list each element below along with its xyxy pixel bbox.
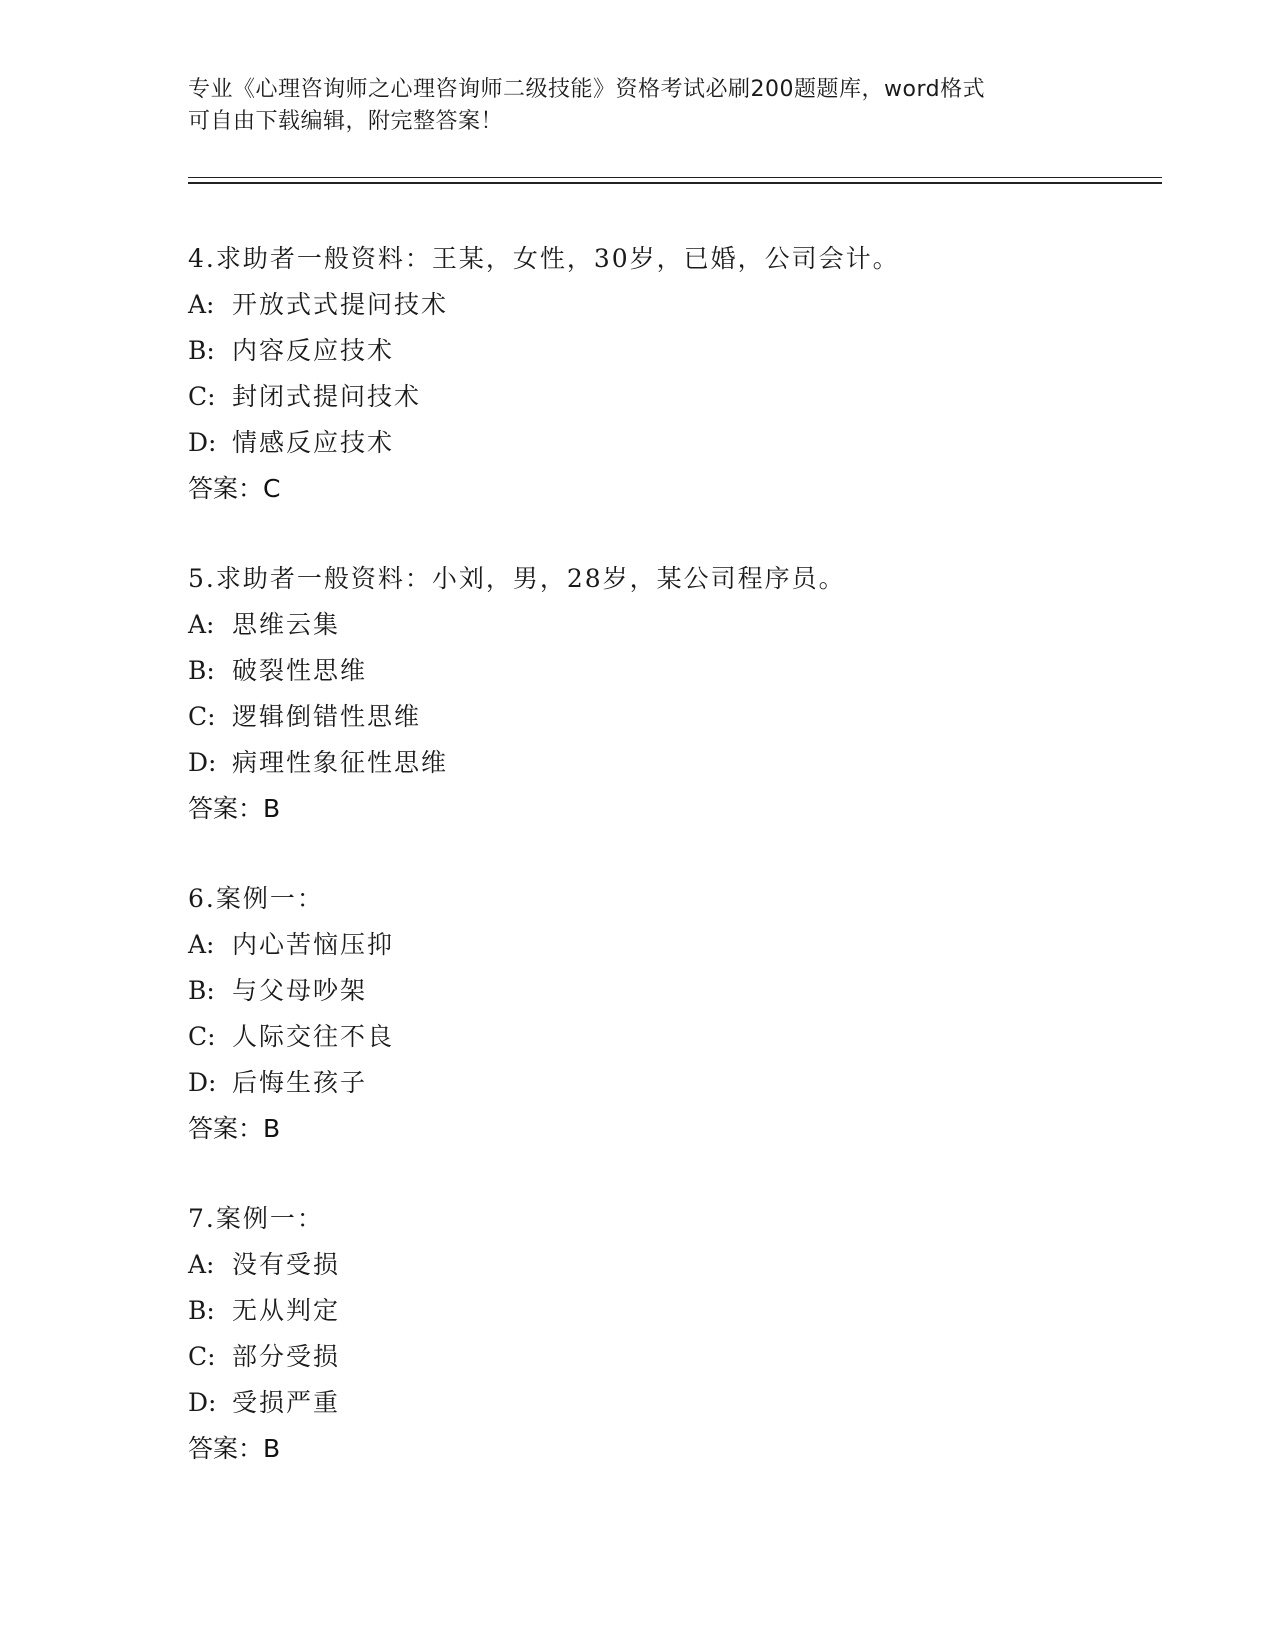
question-7: [188, 1196, 1168, 1472]
option-key: A:: [188, 930, 215, 959]
option-c: [188, 1334, 1168, 1380]
option-c: [188, 374, 1168, 420]
option-key: D:: [188, 748, 217, 777]
answer-line: [188, 466, 1168, 512]
option-key: C:: [188, 382, 216, 411]
question-4: [188, 236, 1168, 512]
option-a: [188, 1242, 1168, 1288]
option-text: 思维云集: [232, 610, 341, 639]
option-c: [188, 1014, 1168, 1060]
answer-label: 答案：: [188, 794, 264, 823]
option-key: B:: [188, 336, 215, 365]
answer-value: B: [263, 1114, 281, 1143]
option-b: [188, 648, 1168, 694]
header-line-2: 可自由下载编辑，附完整答案！: [188, 109, 504, 134]
option-key: B:: [188, 976, 215, 1005]
answer-label: 答案：: [188, 1434, 264, 1463]
option-key: C:: [188, 702, 216, 731]
answer-line: [188, 1426, 1168, 1472]
option-text: 部分受损: [232, 1342, 341, 1371]
option-text: 没有受损: [232, 1250, 341, 1279]
answer-value: C: [263, 474, 281, 503]
question-list: [188, 236, 1168, 1516]
option-key: B:: [188, 1296, 215, 1325]
option-key: C:: [188, 1342, 216, 1371]
option-b: [188, 1288, 1168, 1334]
option-d: [188, 1380, 1168, 1426]
option-text: 后悔生孩子: [232, 1068, 368, 1097]
option-text: 病理性象征性思维: [232, 748, 449, 777]
question-title: 4.求助者一般资料：王某，女性，30岁，已婚，公司会计。: [188, 244, 900, 273]
question-6: [188, 876, 1168, 1152]
answer-value: B: [263, 1434, 281, 1463]
answer-value: B: [263, 794, 281, 823]
document-header: [188, 74, 1088, 138]
option-d: [188, 740, 1168, 786]
option-a: [188, 282, 1168, 328]
question-title: 6.案例一：: [188, 884, 324, 913]
option-key: C:: [188, 1022, 216, 1051]
header-divider-thick: [188, 182, 1162, 184]
answer-line: [188, 786, 1168, 832]
option-text: 受损严重: [232, 1388, 341, 1417]
option-d: [188, 420, 1168, 466]
option-text: 情感反应技术: [232, 428, 395, 457]
option-text: 破裂性思维: [232, 656, 368, 685]
answer-label: 答案：: [188, 1114, 264, 1143]
question-title: 5.求助者一般资料：小刘，男，28岁，某公司程序员。: [188, 564, 846, 593]
option-text: 逻辑倒错性思维: [232, 702, 422, 731]
question-title: 7.案例一：: [188, 1204, 324, 1233]
option-c: [188, 694, 1168, 740]
option-text: 内心苦恼压抑: [232, 930, 395, 959]
option-key: D:: [188, 428, 217, 457]
answer-line: [188, 1106, 1168, 1152]
header-divider-thin: [188, 177, 1162, 178]
option-text: 人际交往不良: [232, 1022, 395, 1051]
option-b: [188, 968, 1168, 1014]
option-key: B:: [188, 656, 215, 685]
option-a: [188, 602, 1168, 648]
option-key: D:: [188, 1388, 217, 1417]
option-key: A:: [188, 610, 215, 639]
option-d: [188, 1060, 1168, 1106]
option-text: 内容反应技术: [232, 336, 395, 365]
option-key: D:: [188, 1068, 217, 1097]
answer-label: 答案：: [188, 474, 264, 503]
option-text: 开放式式提问技术: [232, 290, 449, 319]
option-key: A:: [188, 290, 215, 319]
option-text: 封闭式提问技术: [232, 382, 422, 411]
option-text: 无从判定: [232, 1296, 341, 1325]
option-b: [188, 328, 1168, 374]
header-line-1: 专业《心理咨询师之心理咨询师二级技能》资格考试必刷200题题库，word格式: [188, 77, 986, 102]
question-5: [188, 556, 1168, 832]
option-a: [188, 922, 1168, 968]
option-key: A:: [188, 1250, 215, 1279]
option-text: 与父母吵架: [232, 976, 368, 1005]
